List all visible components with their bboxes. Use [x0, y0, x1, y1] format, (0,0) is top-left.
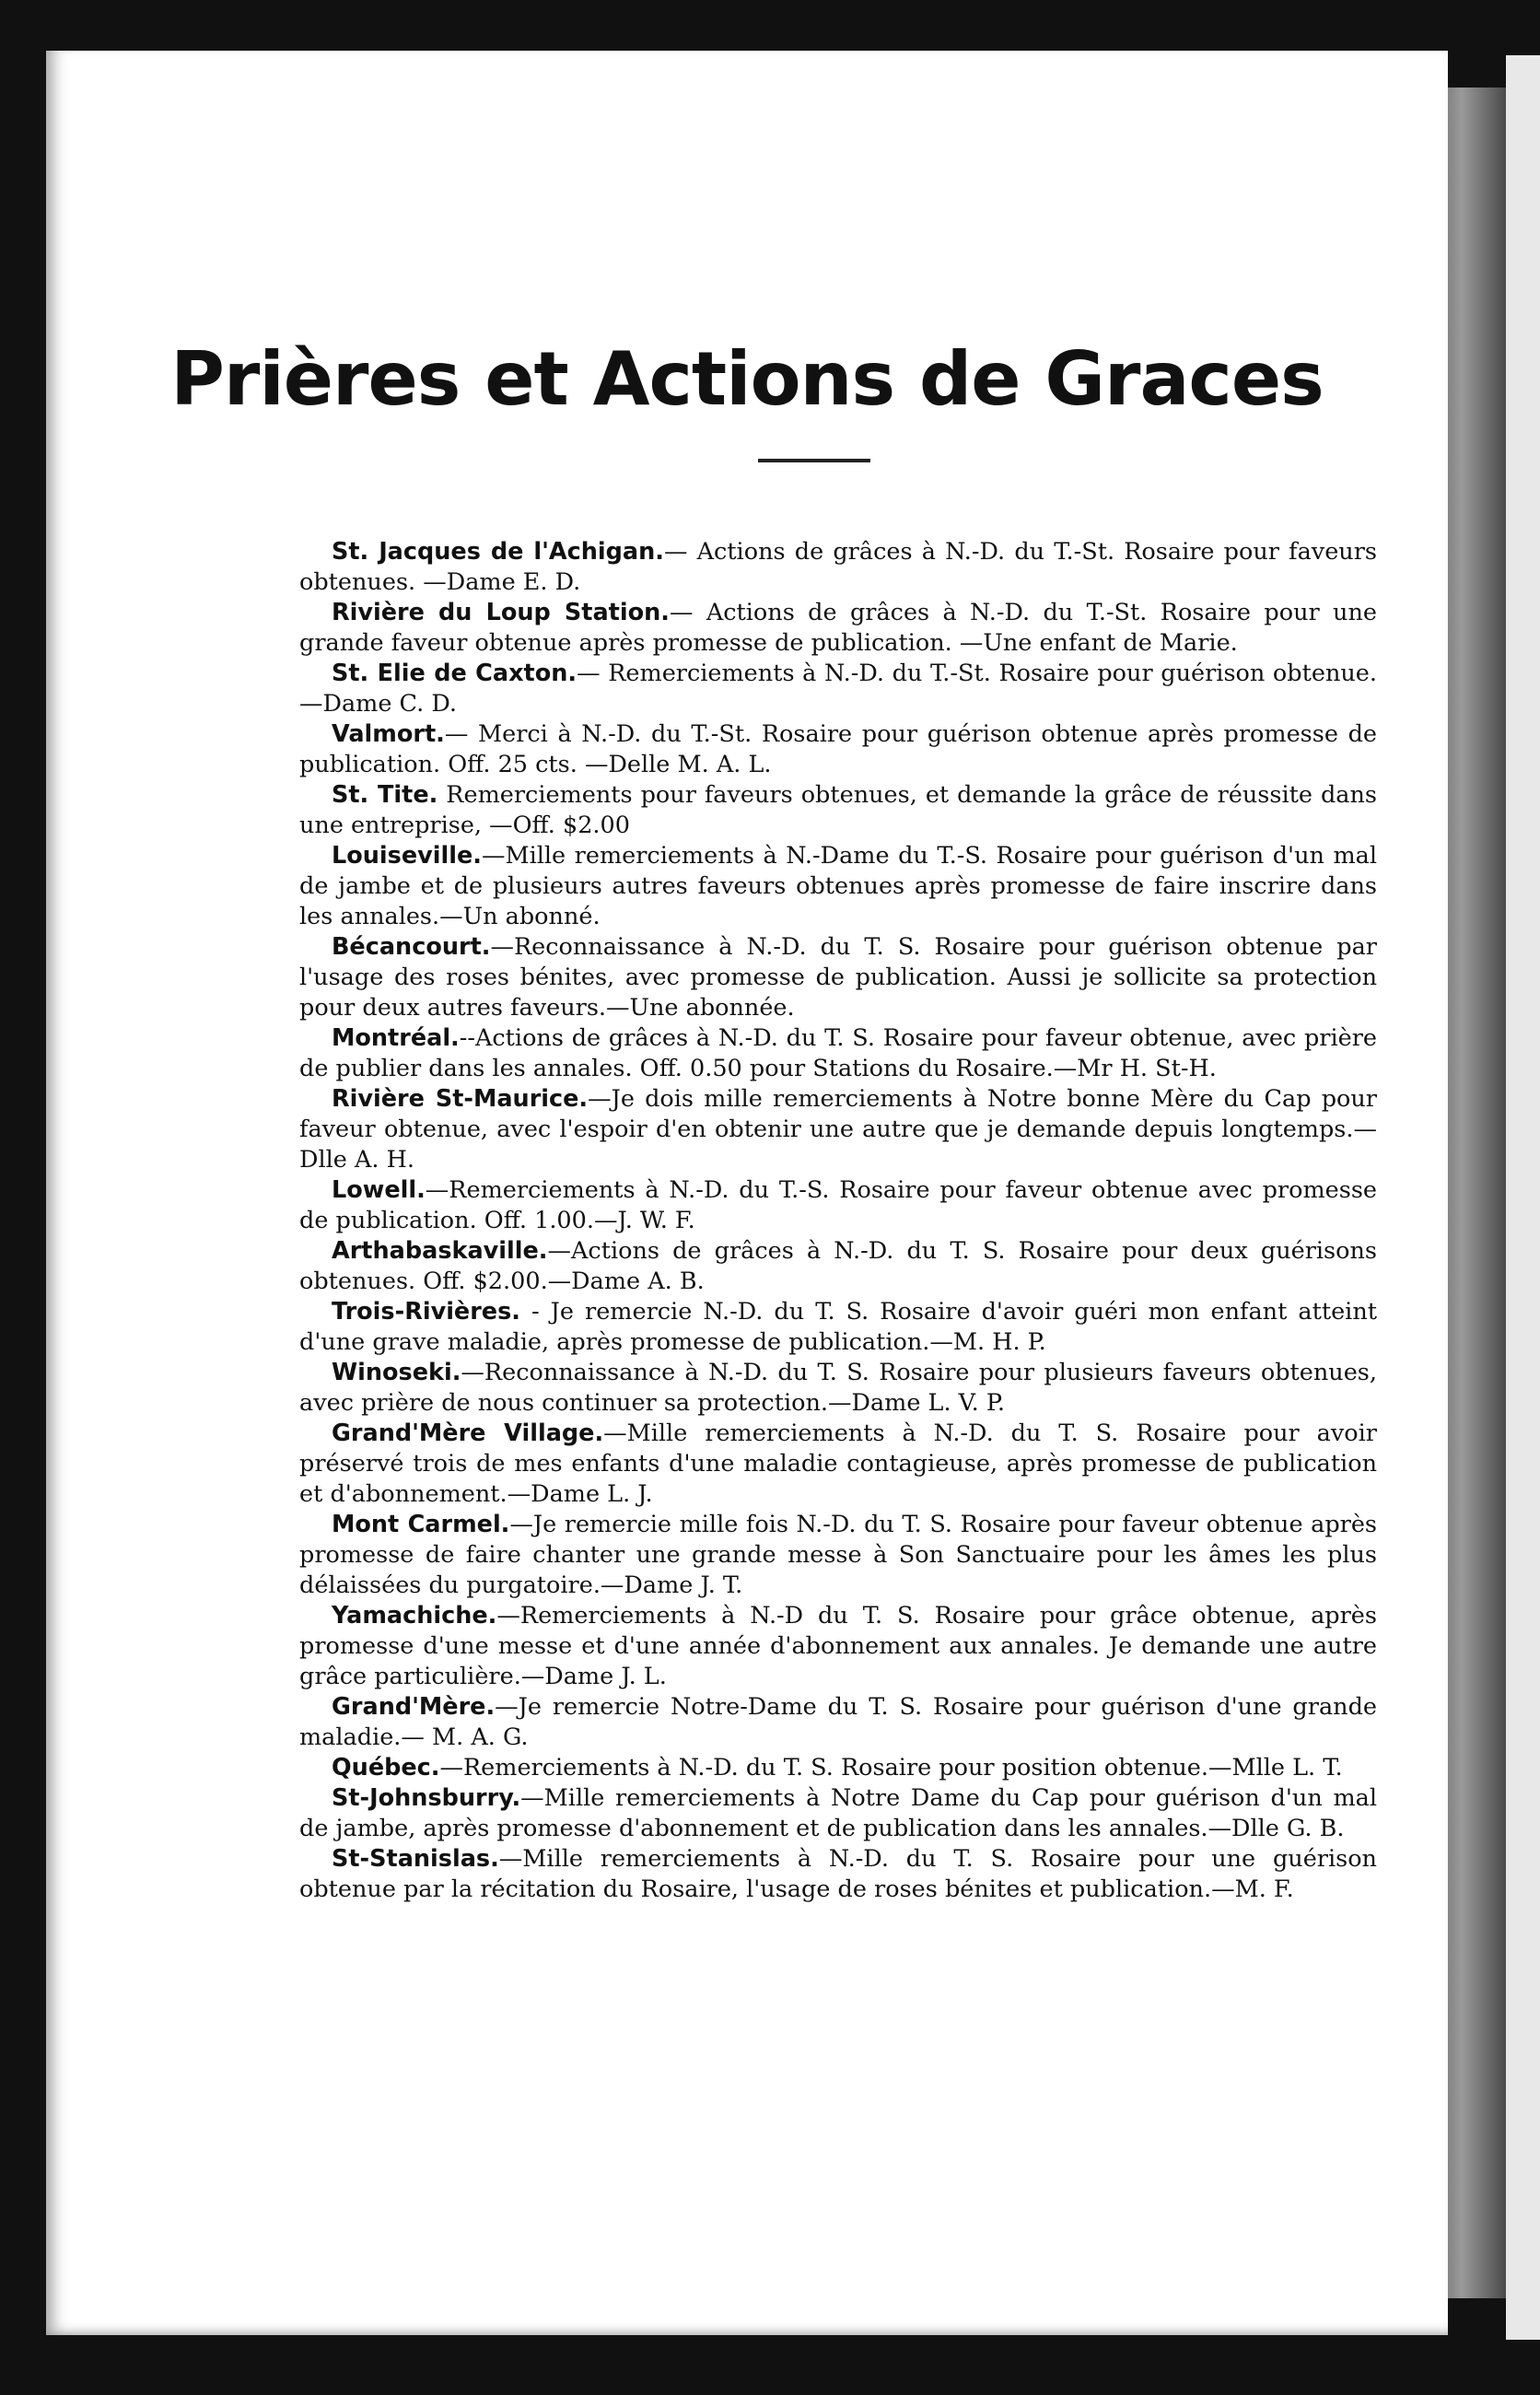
entry-place: Rivière St-Maurice. — [332, 1085, 589, 1113]
entry-item — [299, 537, 1377, 598]
entry-text: —Remerciements à N.-D. du T.-S. Rosaire pour faveur obtenue avec promesse de publication. Off. 1.00.—J. W. F. — [299, 1176, 1377, 1234]
entry-place: Trois-Rivières. — [332, 1298, 520, 1326]
entry-text: — Merci à N.-D. du T.-St. Rosaire pour guérison obtenue après promesse de publication. Off. 25 cts. —Delle M. A. L. — [299, 720, 1377, 778]
entry-item — [299, 1783, 1377, 1844]
entry-item — [299, 659, 1377, 719]
entry-place: St. Jacques de l'Achigan. — [332, 538, 664, 566]
entry-list — [299, 537, 1377, 1905]
entry-item — [299, 1692, 1377, 1753]
title-divider — [758, 459, 870, 462]
entry-item — [299, 841, 1377, 932]
entry-place: St. Elie de Caxton. — [332, 660, 578, 687]
entry-text: —Mille remerciements à Notre Dame du Cap pour guérison d'un mal de jambe, après promesse d'abonnement et de publication dans les annales.—Dlle G. B. — [299, 1784, 1377, 1842]
book-edge-strip — [1506, 55, 1540, 2340]
entry-item — [299, 1844, 1377, 1905]
entry-text: — Actions de grâces à N.-D. du T.-St. Rosaire pour faveurs obtenues. —Dame E. D. — [299, 538, 1377, 596]
entry-text: —Je remercie Notre-Dame du T. S. Rosaire pour guérison d'une grande maladie.— M. A. G. — [299, 1693, 1377, 1751]
entry-item — [299, 1753, 1377, 1783]
entry-item — [299, 1419, 1377, 1510]
entry-text: —Reconnaissance à N.-D. du T. S. Rosaire pour guérison obtenue par l'usage des roses bénites, avec promesse de publication. Aussi je sollicite sa protection pour deux autres faveurs.—Une abonnée. — [299, 933, 1377, 1022]
entry-place: St. Tite. — [332, 781, 438, 809]
entry-item — [299, 932, 1377, 1023]
entry-place: Québec. — [332, 1754, 440, 1782]
page-title: Prières et Actions de Graces — [170, 336, 1324, 422]
entry-text: Remerciements pour faveurs obtenues, et demande la grâce de réussite dans une entreprise, —Off. $2.00 — [299, 781, 1377, 839]
entry-place: Montréal. — [332, 1024, 460, 1052]
entry-text: —Mille remerciements à N.-Dame du T.-S. Rosaire pour guérison d'un mal de jambe et de plusieurs autres faveurs obtenues après promesse de faire inscrire dans les annales.—Un abonné. — [299, 842, 1377, 930]
entry-place: Arthabaskaville. — [332, 1237, 548, 1265]
entry-text: —Je remercie mille fois N.-D. du T. S. Rosaire pour faveur obtenue après promesse de faire chanter une grande messe à Son Sanctuaire pour les âmes les plus délaissées du purgatoire.—Dame J. T. — [299, 1511, 1378, 1599]
page-sheet — [46, 51, 1448, 2335]
entry-place: Mont Carmel. — [332, 1511, 510, 1538]
entry-item — [299, 1084, 1377, 1175]
entry-place: St-Stanislas. — [332, 1845, 499, 1873]
entry-place: Grand'Mère Village. — [332, 1419, 604, 1447]
entry-text: —Remerciements à N.-D. du T. S. Rosaire pour position obtenue.—Mlle L. T. — [439, 1754, 1343, 1782]
entry-place: Winoseki. — [332, 1359, 461, 1386]
entry-item — [299, 1358, 1377, 1419]
entry-place: Bécancourt. — [332, 933, 491, 961]
entry-text: — Actions de grâces à N.-D. du T.-St. Rosaire pour une grande faveur obtenue après promesse de publication. —Une enfant de Marie. — [299, 599, 1377, 657]
entry-item — [299, 598, 1377, 659]
entry-text: --Actions de grâces à N.-D. du T. S. Rosaire pour faveur obtenue, avec prière de publier dans les annales. Off. 0.50 pour Stations du Rosaire.—Mr H. St-H. — [299, 1024, 1377, 1082]
entry-place: Louiseville. — [332, 842, 482, 870]
entry-text: —Actions de grâces à N.-D. du T. S. Rosaire pour deux guérisons obtenues. Off. $2.00.—Dame A. B. — [299, 1237, 1377, 1295]
entry-text: —Mille remerciements à N.-D. du T. S. Rosaire pour une guérison obtenue par la récitation du Rosaire, l'usage de roses bénites et publication.—M. F. — [299, 1845, 1377, 1903]
entry-place: Lowell. — [332, 1176, 426, 1204]
entry-text: —Remerciements à N.-D du T. S. Rosaire pour grâce obtenue, après promesse d'une messe et d'une année d'abonnement aux annales. Je demande une autre grâce particulière.—Dame J. L. — [299, 1602, 1377, 1690]
entry-place: Valmort. — [332, 720, 445, 748]
entry-text: - Je remercie N.-D. du T. S. Rosaire d'avoir guéri mon enfant atteint d'une grave maladie, après promesse de publication.—M. H. P. — [299, 1298, 1377, 1356]
entry-place: Rivière du Loup Station. — [332, 599, 670, 626]
entry-item — [299, 1510, 1377, 1601]
entry-item — [299, 780, 1377, 841]
entry-text: — Remerciements à N.-D. du T.-St. Rosaire pour guérison obtenue. —Dame C. D. — [299, 660, 1377, 718]
entry-text: —Reconnaissance à N.-D. du T. S. Rosaire pour plusieurs faveurs obtenues, avec prière de nous continuer sa protection.—Dame L. V. P. — [299, 1359, 1377, 1417]
entry-item — [299, 1236, 1377, 1297]
entry-text: —Mille remerciements à N.-D. du T. S. Rosaire pour avoir préservé trois de mes enfants d'une maladie contagieuse, après promesse de publication et d'abonnement.—Dame L. J. — [299, 1419, 1377, 1508]
entry-item — [299, 1297, 1377, 1358]
entry-place: St-Johnsburry. — [332, 1784, 521, 1812]
entry-place: Grand'Mère. — [332, 1693, 496, 1721]
entry-item — [299, 1023, 1377, 1084]
entry-text: —Je dois mille remerciements à Notre bonne Mère du Cap pour faveur obtenue, avec l'espoir d'en obtenir une autre que je demande depuis longtemps.—Dlle A. H. — [299, 1085, 1377, 1174]
entry-item — [299, 1601, 1377, 1692]
entry-item — [299, 1175, 1377, 1236]
entry-place: Yamachiche. — [332, 1602, 497, 1630]
entry-item — [299, 719, 1377, 780]
